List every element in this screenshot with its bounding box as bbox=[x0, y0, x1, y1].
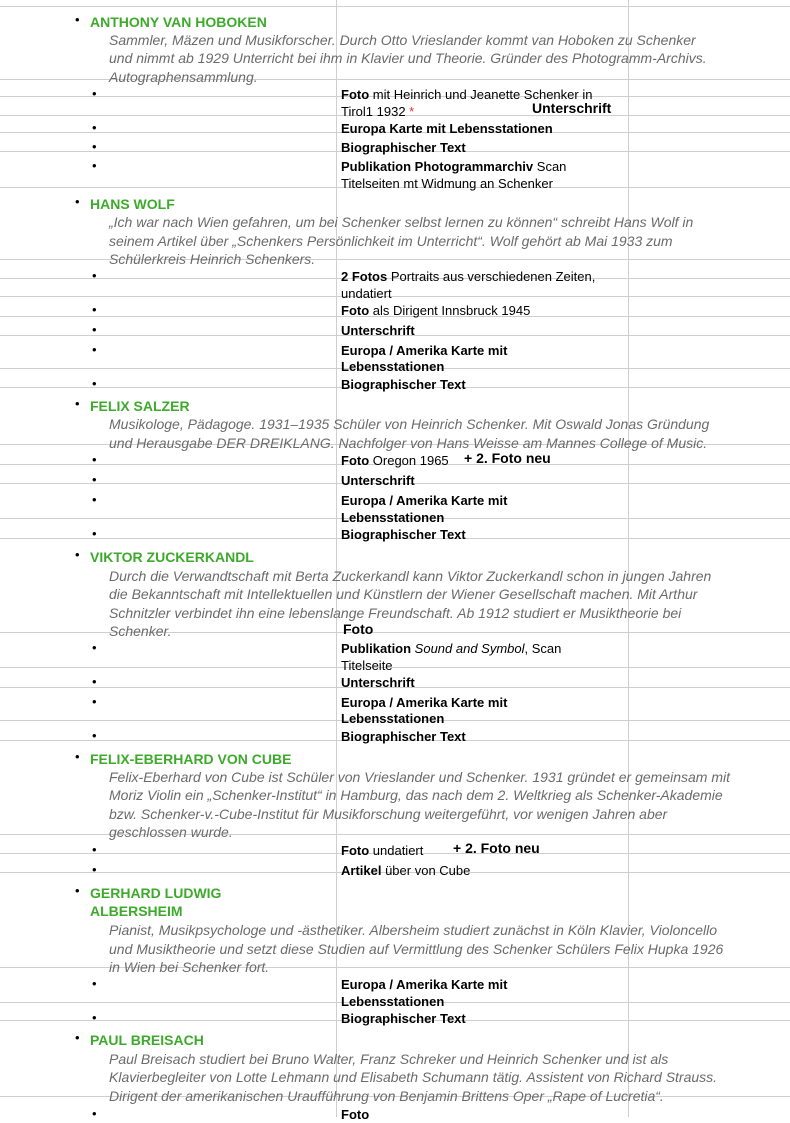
item-title: Europa / Amerika Karte mit bbox=[341, 493, 508, 508]
person-name: ALBERSHEIM bbox=[90, 903, 183, 919]
item-detail: Lebensstationen bbox=[341, 510, 445, 525]
material-item bbox=[341, 640, 561, 657]
bullet-icon: • bbox=[75, 883, 80, 898]
bullet-icon: • bbox=[92, 342, 97, 357]
bullet-icon: • bbox=[92, 302, 97, 317]
material-item-line2 bbox=[341, 175, 553, 192]
person-description: bzw. Schenker-v.-Cube-Institut für Musikforschung weitergeführt, vor wenigen Jahren aber bbox=[109, 806, 668, 822]
item-title: Biographischer Text bbox=[341, 527, 466, 542]
item-title-italic: Sound and Symbol bbox=[411, 641, 525, 656]
material-item bbox=[341, 322, 415, 339]
material-item bbox=[341, 1010, 466, 1027]
bullet-icon: • bbox=[92, 1106, 97, 1121]
item-title: Foto bbox=[341, 453, 370, 468]
material-item bbox=[341, 728, 466, 745]
bullet-icon: • bbox=[92, 862, 97, 877]
photo-label: Foto bbox=[343, 621, 374, 637]
bullet-icon: • bbox=[92, 86, 97, 101]
material-item bbox=[341, 862, 470, 879]
person-description: Klavierbegleiter von Lotte Lehmann und Elisabeth Schumann tätig. Assistent von Richard Strauss. bbox=[109, 1069, 718, 1085]
item-detail: Lebensstationen bbox=[341, 994, 445, 1009]
person-description: Schenker. bbox=[109, 623, 172, 639]
item-title: Biographischer Text bbox=[341, 1011, 466, 1026]
person-description: „Ich war nach Wien gefahren, um bei Schenker selbst lernen zu können“ schreibt Hans Wolf in bbox=[109, 214, 694, 230]
bullet-icon: • bbox=[75, 1030, 80, 1045]
item-title: Foto bbox=[341, 1107, 370, 1122]
bullet-icon: • bbox=[92, 120, 97, 135]
material-item bbox=[341, 139, 466, 156]
material-item bbox=[341, 694, 507, 711]
material-item bbox=[341, 526, 466, 543]
item-title: Publikation Photogrammarchiv bbox=[341, 159, 534, 174]
bullet-icon: • bbox=[92, 694, 97, 709]
note-label: + 2. Foto neu bbox=[464, 450, 551, 466]
item-detail: undatiert bbox=[341, 286, 392, 301]
bullet-icon: • bbox=[75, 749, 80, 764]
material-item bbox=[341, 452, 449, 469]
item-detail: Oregon 1965 bbox=[369, 453, 449, 468]
grid-row-divider bbox=[0, 667, 790, 668]
bullet-icon: • bbox=[92, 322, 97, 337]
item-detail: Lebensstationen bbox=[341, 711, 445, 726]
item-title: Foto bbox=[341, 87, 370, 102]
item-detail: Scan bbox=[533, 159, 567, 174]
bullet-icon: • bbox=[92, 492, 97, 507]
bullet-icon: • bbox=[92, 728, 97, 743]
item-detail: als Dirigent Innsbruck 1945 bbox=[369, 303, 531, 318]
item-title: Foto bbox=[341, 303, 370, 318]
material-item-line2 bbox=[341, 657, 393, 674]
material-item-line2 bbox=[341, 358, 444, 375]
person-description: geschlossen wurde. bbox=[109, 824, 233, 840]
material-item bbox=[341, 472, 415, 489]
item-title: Publikation bbox=[341, 641, 412, 656]
material-item-line2 bbox=[341, 993, 444, 1010]
item-detail: , Scan bbox=[524, 641, 562, 656]
item-detail: Lebensstationen bbox=[341, 359, 445, 374]
person-description: die Bekanntschaft mit Intellektuellen und Künstlern der Wiener Gesellschaft machen. Mit Arthur bbox=[109, 586, 698, 602]
item-title: Biographischer Text bbox=[341, 140, 466, 155]
person-name: GERHARD LUDWIG bbox=[90, 885, 222, 901]
person-description: Autographensammlung. bbox=[109, 69, 258, 85]
person-description: Paul Breisach studiert bei Bruno Walter, Franz Schreker und Heinrich Schenker und ist als bbox=[109, 1051, 669, 1067]
person-description: und Musiktheorie und setzt diese Studien auf Vermittlung des Schenker Schülers Felix Hupka 1926 bbox=[109, 941, 724, 957]
person-name: ANTHONY VAN HOBOKEN bbox=[90, 14, 267, 30]
item-title: Europa / Amerika Karte mit bbox=[341, 977, 508, 992]
item-detail: Tirol1 1932 bbox=[341, 104, 406, 119]
person-description: seinem Artikel über „Schenkers Persönlichkeit im Unterricht“. Wolf gehört ab Mai 1933 zum bbox=[109, 233, 673, 249]
bullet-icon: • bbox=[75, 12, 80, 27]
item-title: Europa Karte mit Lebensstationen bbox=[341, 121, 553, 136]
item-title: Europa / Amerika Karte mit bbox=[341, 695, 508, 710]
item-title: Biographischer Text bbox=[341, 377, 466, 392]
person-description: Durch die Verwandtschaft mit Berta Zuckerkandl kann Viktor Zuckerkandl schon in jungen Jahren bbox=[109, 568, 712, 584]
material-item bbox=[341, 842, 423, 859]
item-detail: Titelseiten mt Widmung an Schenker bbox=[341, 176, 553, 191]
person-description: Pianist, Musikpsychologe und -ästhetiker. Albersheim studiert zunächst in Köln Klavier, Violoncello bbox=[109, 922, 718, 938]
bullet-icon: • bbox=[92, 452, 97, 467]
material-item bbox=[341, 492, 507, 509]
person-description: in Wien bei Schenker fort. bbox=[109, 959, 270, 975]
item-detail: mit Heinrich und Jeanette Schenker in bbox=[369, 87, 593, 102]
item-detail: Portraits aus verschiedenen Zeiten, bbox=[387, 269, 596, 284]
person-name: PAUL BREISACH bbox=[90, 1032, 204, 1048]
person-description: Schülerkreis Heinrich Schenkers. bbox=[109, 251, 316, 267]
item-title: Unterschrift bbox=[341, 473, 415, 488]
bullet-icon: • bbox=[92, 472, 97, 487]
person-name: VIKTOR ZUCKERKANDL bbox=[90, 549, 254, 565]
bullet-icon: • bbox=[92, 376, 97, 391]
person-description: Schnitzler verbindet ihn eine lebenslange Freundschaft. Ab 1912 studiert er Musiktheorie bei bbox=[109, 605, 682, 621]
bullet-icon: • bbox=[92, 158, 97, 173]
bullet-icon: • bbox=[75, 547, 80, 562]
note-label: + 2. Foto neu bbox=[453, 840, 540, 856]
item-title: Artikel bbox=[341, 863, 382, 878]
material-item bbox=[341, 376, 466, 393]
item-title: Unterschrift bbox=[341, 675, 415, 690]
item-title: Europa / Amerika Karte mit bbox=[341, 343, 508, 358]
person-name: FELIX SALZER bbox=[90, 398, 190, 414]
item-title: Foto bbox=[341, 843, 370, 858]
bullet-icon: • bbox=[92, 526, 97, 541]
item-title: Unterschrift bbox=[341, 323, 415, 338]
material-item bbox=[341, 674, 415, 691]
item-detail: Titelseite bbox=[341, 658, 393, 673]
person-description: und nimmt ab 1929 Unterricht bei ihm in Klavier und Theorie. Gründer des Photogramm-Archivs. bbox=[109, 50, 707, 66]
person-description: Dirigent der amerikanischen Uraufführung von Benjamin Brittens Oper „Rape of Lucretia“. bbox=[109, 1088, 664, 1104]
person-description: Moriz Violin ein „Schenker-Institut“ in Hamburg, das nach dem 2. Weltkrieg als Schenker-Akademie bbox=[109, 787, 723, 803]
material-item bbox=[341, 120, 553, 137]
material-item-line2 bbox=[341, 103, 414, 120]
material-item bbox=[341, 302, 530, 319]
material-item bbox=[341, 268, 595, 285]
person-description: Sammler, Mäzen und Musikforscher. Durch Otto Vrieslander kommt van Hoboken zu Schenker bbox=[109, 32, 696, 48]
material-item-line2 bbox=[341, 285, 392, 302]
person-name: HANS WOLF bbox=[90, 196, 175, 212]
bullet-icon: • bbox=[75, 396, 80, 411]
grid-row-divider bbox=[0, 296, 790, 297]
person-description: Felix-Eberhard von Cube ist Schüler von Vrieslander und Schenker. 1931 gründet er gemeinsam mit bbox=[109, 769, 730, 785]
material-item bbox=[341, 976, 507, 993]
bullet-icon: • bbox=[75, 194, 80, 209]
material-item bbox=[341, 158, 566, 175]
grid-row-divider bbox=[0, 6, 790, 7]
material-item bbox=[341, 342, 507, 359]
material-item-line2 bbox=[341, 710, 444, 727]
asterisk-mark: * bbox=[405, 104, 415, 119]
bullet-icon: • bbox=[92, 139, 97, 154]
item-title: Biographischer Text bbox=[341, 729, 466, 744]
bullet-icon: • bbox=[92, 268, 97, 283]
person-description: Musikologe, Pädagoge. 1931–1935 Schüler von Heinrich Schenker. Mit Oswald Jonas Gründung bbox=[109, 416, 710, 432]
bullet-icon: • bbox=[92, 1010, 97, 1025]
bullet-icon: • bbox=[92, 674, 97, 689]
bullet-icon: • bbox=[92, 640, 97, 655]
item-title: 2 Fotos bbox=[341, 269, 388, 284]
person-description: und Herausgabe DER DREIKLANG. Nachfolger von Hans Weisse am Mannes College of Music. bbox=[109, 435, 708, 451]
material-item bbox=[341, 1106, 369, 1123]
bullet-icon: • bbox=[92, 976, 97, 991]
item-detail: über von Cube bbox=[381, 863, 471, 878]
bullet-icon: • bbox=[92, 842, 97, 857]
person-name: FELIX-EBERHARD VON CUBE bbox=[90, 751, 292, 767]
material-item-line2 bbox=[341, 509, 444, 526]
item-detail: undatiert bbox=[369, 843, 424, 858]
note-label: Unterschrift bbox=[532, 100, 612, 116]
